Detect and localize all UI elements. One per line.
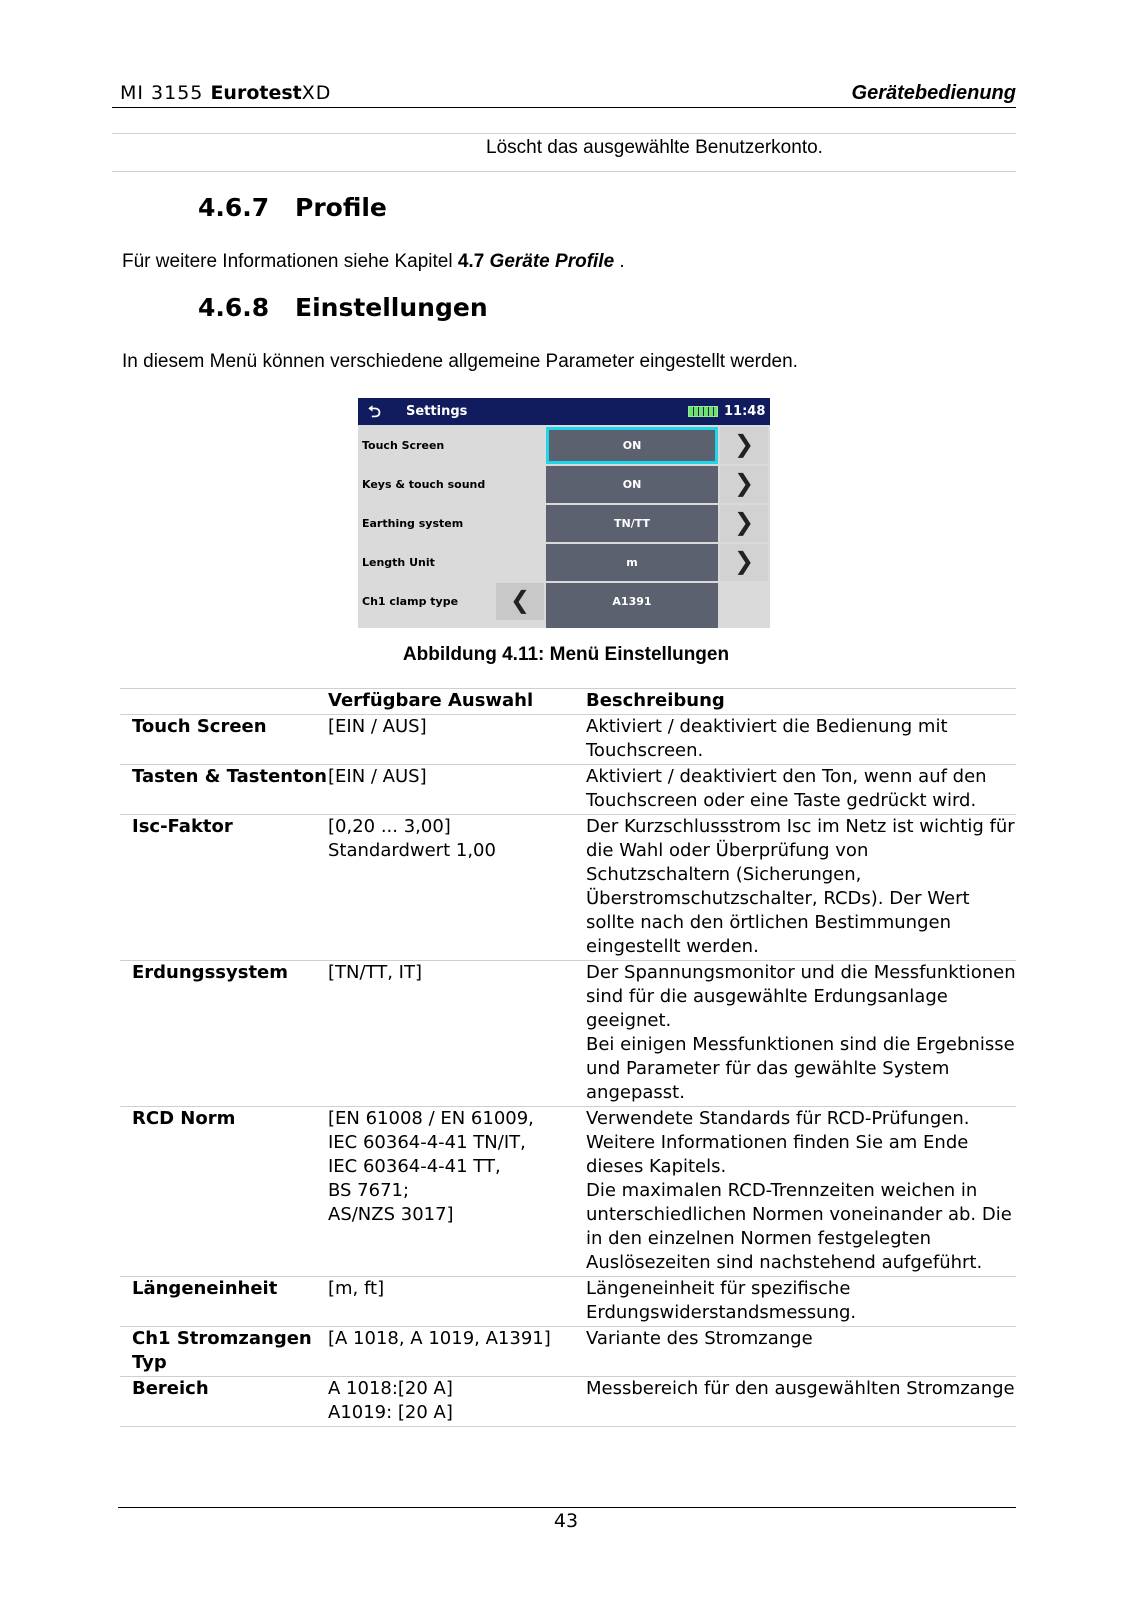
- setting-name: Tasten & Tastenton: [120, 765, 328, 815]
- chevron-left-icon[interactable]: ❮: [496, 583, 544, 620]
- table-row: [120, 765, 1016, 815]
- setting-name: Ch1 Stromzangen Typ: [120, 1327, 328, 1377]
- setting-description: Variante des Stromzange: [586, 1327, 1016, 1377]
- table-header-cell: Verfügbare Auswahl: [328, 689, 586, 715]
- section-heading-profile: [198, 193, 387, 222]
- chevron-right-icon[interactable]: ❯: [720, 505, 768, 542]
- device-title: Settings: [406, 404, 468, 419]
- footer-rule: [118, 1507, 1016, 1508]
- setting-options: [EN 61008 / EN 61009, IEC 60364-4-41 TN/IT, IEC 60364-4-41 TT, BS 7671; AS/NZS 3017]: [328, 1107, 586, 1277]
- section-title: Profile: [295, 193, 387, 222]
- device-setting-value[interactable]: ON: [546, 466, 718, 503]
- device-setting-row[interactable]: [358, 505, 770, 544]
- setting-options: [TN/TT, IT]: [328, 961, 586, 1107]
- section-number: 4.6.7: [198, 193, 270, 222]
- setting-description: Aktiviert / deaktiviert die Bedienung mit Touchscreen.: [586, 715, 1016, 765]
- setting-name: Isc-Faktor: [120, 815, 328, 961]
- section-number: 4.6.8: [198, 293, 270, 322]
- device-setting-label: Earthing system: [362, 517, 464, 530]
- device-setting-value[interactable]: TN/TT: [546, 505, 718, 542]
- chevron-right-icon[interactable]: ❯: [720, 427, 768, 464]
- profile-paragraph: [122, 251, 625, 273]
- section-heading-settings: [198, 293, 488, 322]
- header-product: [120, 82, 331, 104]
- page-number: 43: [553, 1510, 579, 1532]
- device-clock: 11:48: [724, 404, 766, 419]
- table-row: [120, 1107, 1016, 1277]
- settings-table: [120, 688, 1016, 1427]
- setting-options: [0,20 ... 3,00] Standardwert 1,00: [328, 815, 586, 961]
- setting-name: Touch Screen: [120, 715, 328, 765]
- device-setting-value[interactable]: m: [546, 544, 718, 581]
- header-rule: [112, 107, 1016, 108]
- device-setting-label: Ch1 clamp type: [362, 595, 459, 608]
- setting-name: RCD Norm: [120, 1107, 328, 1277]
- header-chapter: Gerätebedienung: [851, 82, 1016, 104]
- profile-text-prefix: Für weitere Informationen siehe Kapitel: [122, 251, 458, 272]
- table-row: [120, 715, 1016, 765]
- section-title: Einstellungen: [295, 293, 488, 322]
- setting-options: [A 1018, A 1019, A1391]: [328, 1327, 586, 1377]
- prev-row-text: Löscht das ausgewählte Benutzerkonto.: [486, 137, 823, 158]
- setting-description: Der Spannungsmonitor und die Messfunktionen sind für die ausgewählte Erdungsanlage geeignet. Bei einigen Messfunktionen sind die Ergebnisse und Parameter für das gewählte System angepasst.: [586, 961, 1016, 1107]
- profile-ref-title[interactable]: Geräte Profile: [489, 251, 615, 272]
- setting-description: Längeneinheit für spezifische Erdungswiderstandsmessung.: [586, 1277, 1016, 1327]
- setting-name: Längeneinheit: [120, 1277, 328, 1327]
- header-product-suffix: XD: [301, 82, 332, 104]
- table-row: [120, 815, 1016, 961]
- device-setting-row[interactable]: [358, 583, 770, 622]
- chevron-right-icon[interactable]: ❯: [720, 544, 768, 581]
- figure-caption: Abbildung 4.11: Menü Einstellungen: [402, 644, 730, 665]
- table-row: [120, 1327, 1016, 1377]
- setting-name: Erdungssystem: [120, 961, 328, 1107]
- table-header-cell: [120, 689, 328, 715]
- table-header-row: [120, 689, 1016, 715]
- device-settings-screenshot: [358, 398, 770, 628]
- device-titlebar: [358, 398, 770, 425]
- table-header-cell: Beschreibung: [586, 689, 1016, 715]
- back-arrow-icon[interactable]: ⮌: [368, 402, 381, 421]
- prev-row-bottom-border: [112, 171, 1016, 172]
- settings-intro: In diesem Menü können verschiedene allgemeine Parameter eingestellt werden.: [122, 351, 798, 372]
- setting-options: A 1018:[20 A] A1019: [20 A]: [328, 1377, 586, 1427]
- setting-description: Messbereich für den ausgewählten Stromzange: [586, 1377, 1016, 1427]
- profile-text-suffix: .: [614, 251, 625, 272]
- header-model: MI 3155: [120, 82, 204, 104]
- setting-options: [EIN / AUS]: [328, 715, 586, 765]
- setting-description: Verwendete Standards für RCD-Prüfungen. Weitere Informationen finden Sie am Ende dieses Kapitels. Die maximalen RCD-Trennzeiten weichen in unterschiedlichen Normen voneinander ab. Die in den einzelnen Normen festgelegten Auslösezeiten sind nachstehend aufgeführt.: [586, 1107, 1016, 1277]
- device-setting-row[interactable]: [358, 466, 770, 505]
- device-setting-label: Length Unit: [362, 556, 435, 569]
- profile-ref-number[interactable]: 4.7: [457, 251, 485, 272]
- device-scroll-remnant: [546, 620, 718, 628]
- setting-description: Aktiviert / deaktiviert den Ton, wenn auf den Touchscreen oder eine Taste gedrückt wird.: [586, 765, 1016, 815]
- setting-name: Bereich: [120, 1377, 328, 1427]
- battery-icon: [688, 406, 718, 417]
- device-setting-label: Touch Screen: [362, 439, 445, 452]
- prev-row-top-border: [112, 133, 1016, 134]
- device-setting-value[interactable]: A1391: [546, 583, 718, 620]
- setting-description: Der Kurzschlussstrom Isc im Netz ist wichtig für die Wahl oder Überprüfung von Schutzschaltern (Sicherungen, Überstromschutzschalter, RCDs). Der Wert sollte nach den örtlichen Bestimmungen eingestellt werden.: [586, 815, 1016, 961]
- device-setting-row[interactable]: [358, 427, 770, 466]
- device-setting-value[interactable]: ON: [546, 427, 718, 464]
- table-row: [120, 1377, 1016, 1427]
- chevron-right-icon[interactable]: ❯: [720, 466, 768, 503]
- setting-options: [EIN / AUS]: [328, 765, 586, 815]
- device-setting-row[interactable]: [358, 544, 770, 583]
- table-row: [120, 1277, 1016, 1327]
- device-setting-label: Keys & touch sound: [362, 478, 486, 491]
- header-product-bold: Eurotest: [210, 82, 302, 104]
- table-row: [120, 961, 1016, 1107]
- setting-options: [m, ft]: [328, 1277, 586, 1327]
